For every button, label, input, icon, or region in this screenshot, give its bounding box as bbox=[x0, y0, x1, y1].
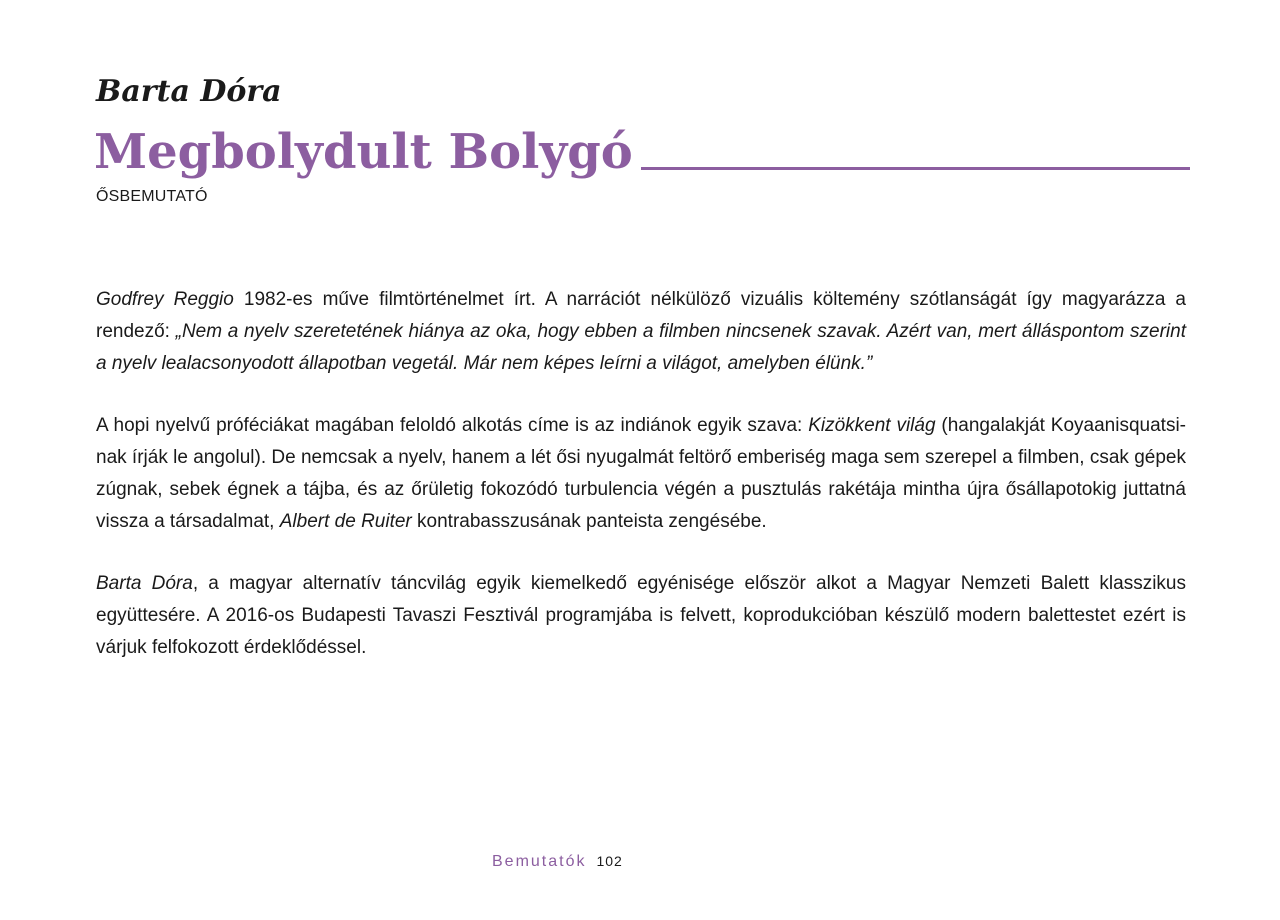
paragraph-1-text: 1982-es műve filmtörténelmet írt. A narrációt nélkülöző vizuális költemény szótlanságát így magyarázza a rendező: bbox=[96, 289, 1186, 342]
director-quote: „Nem a nyelv szeretetének hiánya az oka, hogy ebben a filmben nincsenek szavak. Azért van, mert álláspontom szerint a nyelv lealacsonyodott állapotban vegetál. Már nem képes leírni a világot, amelyben élünk.” bbox=[96, 321, 1186, 374]
person-name-reggio: Godfrey Reggio bbox=[96, 289, 234, 310]
page-footer bbox=[492, 850, 623, 873]
page-title: Megbolydult Bolygó bbox=[94, 124, 633, 180]
author-name: Barta Dóra bbox=[96, 74, 282, 109]
article-body bbox=[96, 284, 1186, 694]
paragraph-2-text-c: kontrabasszusának panteista zengésébe. bbox=[411, 511, 767, 532]
paragraph-2-text-a: A hopi nyelvű próféciákat magában feloldó alkotás címe is az indiánok egyik szava: bbox=[96, 415, 809, 436]
paragraph-3 bbox=[96, 568, 1186, 664]
title-underline-rule bbox=[641, 167, 1190, 170]
paragraph-3-text: , a magyar alternatív táncvilág egyik kiemelkedő egyénisége először alkot a Magyar Nemzeti Balett klasszikus együttesére. A 2016-os Budapesti Tavaszi Fesztivál programjába is felvett, koprodukcióban készülő modern balettestet ezért is várjuk felfokozott érdeklődéssel. bbox=[96, 573, 1186, 658]
paragraph-2 bbox=[96, 410, 1186, 538]
person-name-ruiter: Albert de Ruiter bbox=[279, 511, 412, 532]
title-row bbox=[94, 124, 1190, 180]
person-name-barta: Barta Dóra bbox=[96, 573, 193, 594]
footer-section-label: Bemutatók bbox=[492, 853, 587, 870]
subtitle-premiere: ŐSBEMUTATÓ bbox=[96, 188, 208, 205]
paragraph-1 bbox=[96, 284, 1186, 380]
page-number: 102 bbox=[596, 853, 623, 869]
paragraph-2-text-b: (hangalakját Koyaanisquatsi-nak írják le angolul). De nemcsak a nyelv, hanem a lét ősi nyugalmát feltörő emberiség maga sem szerepel a filmben, csak gépek zúgnak, sebek égnek a tájba, és az őrületig fokozódó turbulencia végén a pusztulás rakétája mintha újra ősállapotokig juttatná vissza a társadalmat, bbox=[96, 415, 1186, 532]
work-title: Kizökkent világ bbox=[808, 415, 936, 436]
